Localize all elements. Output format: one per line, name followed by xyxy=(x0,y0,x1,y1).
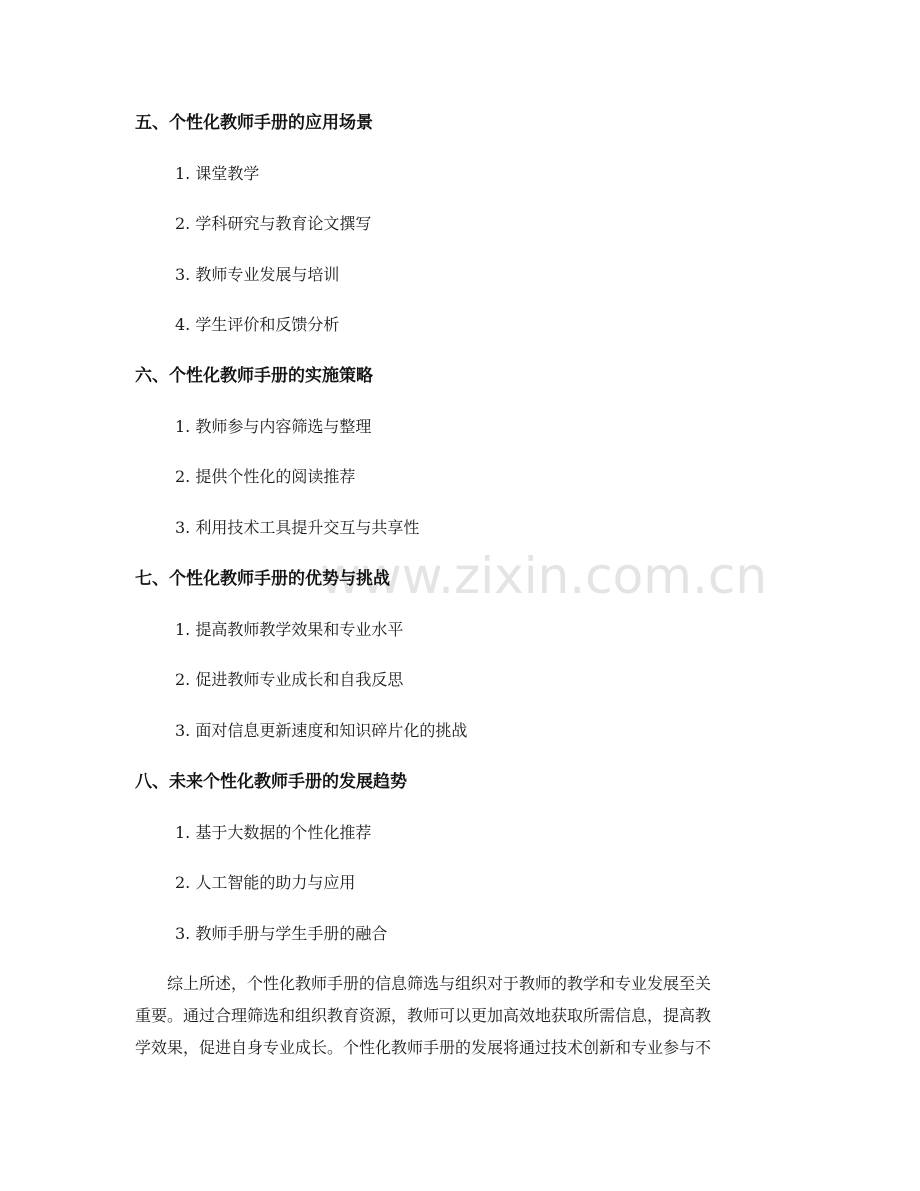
list-item: 3. 教师专业发展与培训 xyxy=(175,265,340,284)
list-item: 3. 利用技术工具提升交互与共享性 xyxy=(175,518,420,537)
section-heading-8: 八、未来个性化教师手册的发展趋势 xyxy=(135,772,407,792)
section-heading-6: 六、个性化教师手册的实施策略 xyxy=(135,366,373,386)
list-item: 1. 提高教师教学效果和专业水平 xyxy=(175,620,404,639)
list-item: 4. 学生评价和反馈分析 xyxy=(175,315,340,334)
section-heading-7: 七、个性化教师手册的优势与挑战 xyxy=(135,569,390,589)
list-item: 2. 人工智能的助力与应用 xyxy=(175,873,356,892)
list-item: 1. 教师参与内容筛选与整理 xyxy=(175,417,372,436)
conclusion-paragraph xyxy=(135,968,785,1064)
list-item: 3. 教师手册与学生手册的融合 xyxy=(175,924,388,943)
watermark: www.zixin.com.cn xyxy=(320,547,768,605)
paragraph-line: 学效果，促进自身专业成长。个性化教师手册的发展将通过技术创新和专业参与不 xyxy=(135,1038,712,1057)
section-heading-5: 五、个性化教师手册的应用场景 xyxy=(135,113,373,133)
list-item: 2. 学科研究与教育论文撰写 xyxy=(175,214,372,233)
list-item: 3. 面对信息更新速度和知识碎片化的挑战 xyxy=(175,721,468,740)
list-item: 1. 基于大数据的个性化推荐 xyxy=(175,823,372,842)
list-item: 1. 课堂教学 xyxy=(175,164,260,183)
paragraph-line: 重要。通过合理筛选和组织教育资源，教师可以更加高效地获取所需信息，提高教 xyxy=(135,1006,712,1025)
paragraph-line: 综上所述，个性化教师手册的信息筛选与组织对于教师的教学和专业发展至关 xyxy=(167,974,712,993)
list-item: 2. 促进教师专业成长和自我反思 xyxy=(175,670,404,689)
list-item: 2. 提供个性化的阅读推荐 xyxy=(175,467,356,486)
